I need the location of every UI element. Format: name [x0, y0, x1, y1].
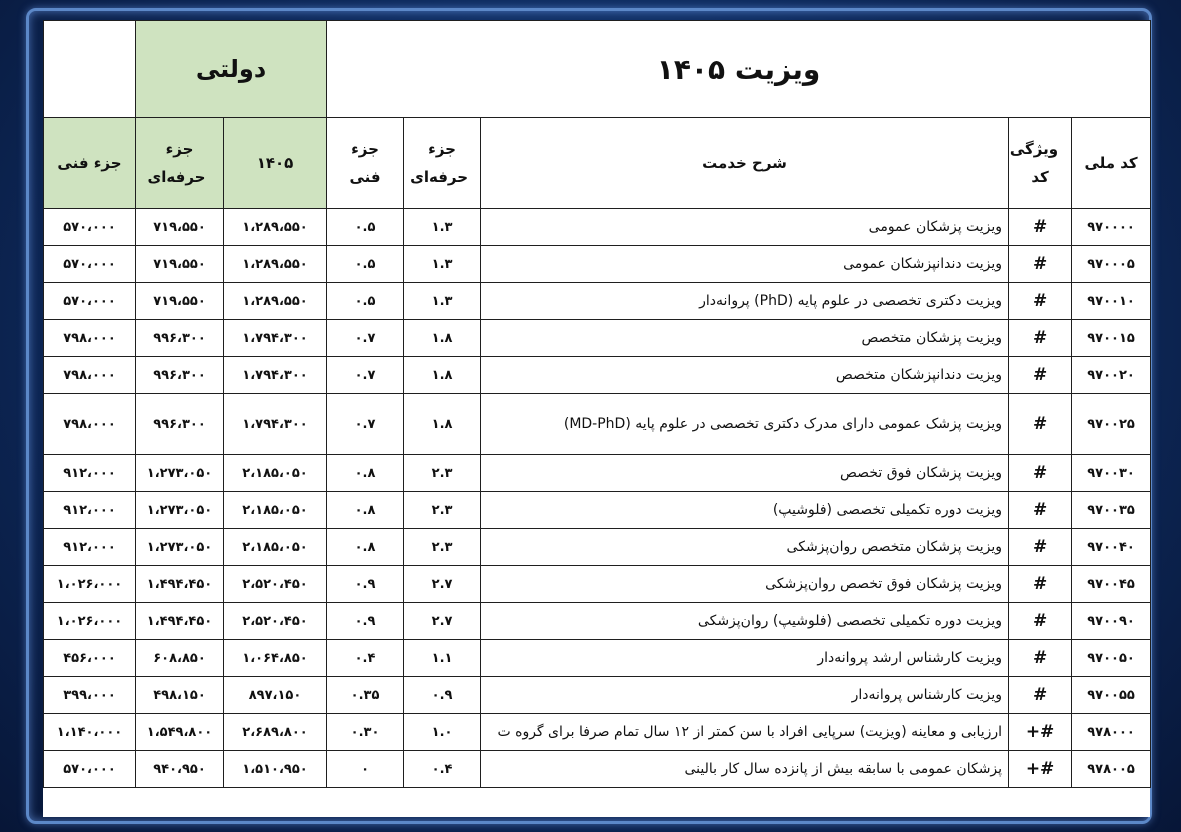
table-row [44, 529, 1151, 566]
description-cell: ویزیت پزشکان متخصص [481, 320, 1009, 357]
technical-cell: ۰.۷ [327, 357, 404, 394]
table-row [44, 394, 1151, 455]
technical-cell: ۰.۸ [327, 529, 404, 566]
header-professional [404, 118, 481, 209]
feature-code-cell: # [1009, 357, 1072, 394]
gov-technical-cell: ۷۹۸،۰۰۰ [44, 394, 136, 455]
description-cell: ویزیت دندانپزشکان متخصص [481, 357, 1009, 394]
professional-cell: ۰.۹ [404, 677, 481, 714]
national-code-cell: ۹۷۰۰۵۰ [1072, 640, 1151, 677]
gov-professional-cell: ۱،۴۹۴،۴۵۰ [136, 566, 224, 603]
description-cell: ویزیت کارشناس ارشد پروانه‌دار [481, 640, 1009, 677]
feature-code-cell: # [1009, 246, 1072, 283]
government-label: دولتی [136, 21, 327, 118]
header-row [44, 118, 1151, 209]
gov-technical-cell: ۹۱۲،۰۰۰ [44, 492, 136, 529]
feature-code-cell: # [1009, 492, 1072, 529]
feature-code-cell: # [1009, 529, 1072, 566]
gov-total-cell: ۱،۷۹۴،۳۰۰ [224, 394, 327, 455]
feature-code-cell: #+ [1009, 714, 1072, 751]
table-title: ویزیت ۱۴۰۵ [327, 21, 1151, 118]
gov-professional-cell: ۱،۲۷۳،۰۵۰ [136, 455, 224, 492]
gov-technical-cell: ۷۹۸،۰۰۰ [44, 357, 136, 394]
gov-total-cell: ۲،۶۸۹،۸۰۰ [224, 714, 327, 751]
header-technical: جزء فنی [327, 118, 404, 209]
technical-cell: ۰.۵ [327, 209, 404, 246]
empty-corner-cell [44, 21, 136, 118]
professional-cell: ۱.۸ [404, 357, 481, 394]
professional-cell: ۲.۳ [404, 492, 481, 529]
technical-cell: ۰.۸ [327, 455, 404, 492]
feature-code-cell: # [1009, 640, 1072, 677]
national-code-cell: ۹۷۰۰۰۵ [1072, 246, 1151, 283]
professional-cell: ۰.۴ [404, 751, 481, 788]
visit-tariff-table [43, 20, 1151, 788]
feature-code-cell: # [1009, 566, 1072, 603]
technical-cell: ۰.۹ [327, 566, 404, 603]
gov-total-cell: ۱،۷۹۴،۳۰۰ [224, 357, 327, 394]
gov-technical-cell: ۵۷۰،۰۰۰ [44, 209, 136, 246]
professional-cell: ۲.۳ [404, 455, 481, 492]
professional-cell: ۲.۷ [404, 566, 481, 603]
feature-code-cell: # [1009, 320, 1072, 357]
table-body [44, 209, 1151, 788]
feature-code-cell: # [1009, 394, 1072, 455]
feature-code-cell: # [1009, 209, 1072, 246]
gov-professional-cell: ۱،۲۷۳،۰۵۰ [136, 492, 224, 529]
header-feature-code [1009, 118, 1072, 209]
description-cell: ویزیت پزشکان فوق تخصص [481, 455, 1009, 492]
gov-total-cell: ۲،۵۲۰،۴۵۰ [224, 603, 327, 640]
professional-cell: ۱.۰ [404, 714, 481, 751]
table-row [44, 357, 1151, 394]
national-code-cell: ۹۷۰۰۹۰ [1072, 603, 1151, 640]
feature-code-cell: # [1009, 603, 1072, 640]
description-cell: ارزیابی و معاینه (ویزیت) سرپایی افراد با سن کمتر از ۱۲ سال تمام صرفا برای گروه ت [481, 714, 1009, 751]
tariff-sheet [43, 20, 1150, 817]
table-row [44, 566, 1151, 603]
gov-professional-cell: ۷۱۹،۵۵۰ [136, 246, 224, 283]
gov-professional-cell: ۷۱۹،۵۵۰ [136, 209, 224, 246]
gov-professional-cell: ۷۱۹،۵۵۰ [136, 283, 224, 320]
table-row [44, 751, 1151, 788]
gov-professional-cell: ۴۹۸،۱۵۰ [136, 677, 224, 714]
header-gov-professional-label: جزء حرفه‌ای [147, 139, 206, 186]
professional-cell: ۱.۳ [404, 283, 481, 320]
gov-technical-cell: ۱،۱۴۰،۰۰۰ [44, 714, 136, 751]
header-gov-total: ۱۴۰۵ [224, 118, 327, 209]
gov-total-cell: ۱،۵۱۰،۹۵۰ [224, 751, 327, 788]
national-code-cell: ۹۷۰۰۲۵ [1072, 394, 1151, 455]
professional-cell: ۱.۱ [404, 640, 481, 677]
gov-professional-cell: ۶۰۸،۸۵۰ [136, 640, 224, 677]
table-row [44, 677, 1151, 714]
gov-professional-cell: ۱،۲۷۳،۰۵۰ [136, 529, 224, 566]
description-cell: ویزیت دکتری تخصصی در علوم پایه (PhD) پروانه‌دار [481, 283, 1009, 320]
gov-technical-cell: ۱،۰۲۶،۰۰۰ [44, 566, 136, 603]
gov-technical-cell: ۹۱۲،۰۰۰ [44, 455, 136, 492]
professional-cell: ۱.۳ [404, 209, 481, 246]
table-row [44, 320, 1151, 357]
gov-professional-cell: ۹۹۶،۳۰۰ [136, 357, 224, 394]
gov-professional-cell: ۱،۵۴۹،۸۰۰ [136, 714, 224, 751]
description-cell: ویزیت پزشک عمومی دارای مدرک دکتری تخصصی در علوم پایه (MD-PhD) [481, 394, 1009, 455]
technical-cell: ۰.۴ [327, 640, 404, 677]
national-code-cell: ۹۷۰۰۴۵ [1072, 566, 1151, 603]
gov-total-cell: ۲،۱۸۵،۰۵۰ [224, 455, 327, 492]
national-code-cell: ۹۷۰۰۲۰ [1072, 357, 1151, 394]
header-feature-code-label: ویژگی کد [1009, 139, 1059, 186]
table-row [44, 283, 1151, 320]
gov-total-cell: ۲،۱۸۵،۰۵۰ [224, 529, 327, 566]
professional-cell: ۲.۳ [404, 529, 481, 566]
national-code-cell: ۹۷۸۰۰۰ [1072, 714, 1151, 751]
description-cell: ویزیت پزشکان متخصص روان‌پزشکی [481, 529, 1009, 566]
header-professional-label: جزء حرفه‌ای [410, 139, 469, 186]
header-description: شرح خدمت [481, 118, 1009, 209]
description-cell: ویزیت پزشکان عمومی [481, 209, 1009, 246]
description-cell: ویزیت دوره تکمیلی تخصصی (فلوشیپ) روان‌پزشکی [481, 603, 1009, 640]
national-code-cell: ۹۷۰۰۱۰ [1072, 283, 1151, 320]
table-row [44, 640, 1151, 677]
technical-cell: ۰.۳۰ [327, 714, 404, 751]
national-code-cell: ۹۷۰۰۳۵ [1072, 492, 1151, 529]
header-gov-technical: جزء فنی [44, 118, 136, 209]
national-code-cell: ۹۷۰۰۱۵ [1072, 320, 1151, 357]
gov-technical-cell: ۷۹۸،۰۰۰ [44, 320, 136, 357]
gov-total-cell: ۲،۱۸۵،۰۵۰ [224, 492, 327, 529]
feature-code-cell: # [1009, 283, 1072, 320]
gov-technical-cell: ۵۷۰،۰۰۰ [44, 246, 136, 283]
header-national-code: کد ملی [1072, 118, 1151, 209]
technical-cell: ۰.۵ [327, 246, 404, 283]
description-cell: ویزیت پزشکان فوق تخصص روان‌پزشکی [481, 566, 1009, 603]
professional-cell: ۱.۳ [404, 246, 481, 283]
gov-professional-cell: ۹۹۶،۳۰۰ [136, 394, 224, 455]
gov-professional-cell: ۹۴۰،۹۵۰ [136, 751, 224, 788]
table-row [44, 492, 1151, 529]
national-code-cell: ۹۷۸۰۰۵ [1072, 751, 1151, 788]
gov-technical-cell: ۳۹۹،۰۰۰ [44, 677, 136, 714]
professional-cell: ۱.۸ [404, 394, 481, 455]
technical-cell: ۰.۳۵ [327, 677, 404, 714]
gov-technical-cell: ۱،۰۲۶،۰۰۰ [44, 603, 136, 640]
gov-technical-cell: ۵۷۰،۰۰۰ [44, 751, 136, 788]
description-cell: ویزیت دوره تکمیلی تخصصی (فلوشیپ) [481, 492, 1009, 529]
professional-cell: ۱.۸ [404, 320, 481, 357]
gov-technical-cell: ۹۱۲،۰۰۰ [44, 529, 136, 566]
gov-professional-cell: ۹۹۶،۳۰۰ [136, 320, 224, 357]
technical-cell: ۰.۵ [327, 283, 404, 320]
gov-total-cell: ۱،۷۹۴،۳۰۰ [224, 320, 327, 357]
technical-cell: ۰.۹ [327, 603, 404, 640]
national-code-cell: ۹۷۰۰۳۰ [1072, 455, 1151, 492]
gov-total-cell: ۱،۲۸۹،۵۵۰ [224, 283, 327, 320]
header-gov-professional [136, 118, 224, 209]
description-cell: پزشکان عمومی با سابقه بیش از پانزده سال کار بالینی [481, 751, 1009, 788]
feature-code-cell: #+ [1009, 751, 1072, 788]
gov-total-cell: ۱،۲۸۹،۵۵۰ [224, 246, 327, 283]
gov-total-cell: ۱،۰۶۴،۸۵۰ [224, 640, 327, 677]
table-row [44, 246, 1151, 283]
description-cell: ویزیت دندانپزشکان عمومی [481, 246, 1009, 283]
national-code-cell: ۹۷۰۰۴۰ [1072, 529, 1151, 566]
gov-total-cell: ۱،۲۸۹،۵۵۰ [224, 209, 327, 246]
title-row [44, 21, 1151, 118]
national-code-cell: ۹۷۰۰۵۵ [1072, 677, 1151, 714]
table-row [44, 209, 1151, 246]
gov-total-cell: ۲،۵۲۰،۴۵۰ [224, 566, 327, 603]
technical-cell: ۰.۷ [327, 320, 404, 357]
gov-technical-cell: ۵۷۰،۰۰۰ [44, 283, 136, 320]
technical-cell: ۰.۸ [327, 492, 404, 529]
gov-professional-cell: ۱،۴۹۴،۴۵۰ [136, 603, 224, 640]
table-row [44, 714, 1151, 751]
feature-code-cell: # [1009, 677, 1072, 714]
description-cell: ویزیت کارشناس پروانه‌دار [481, 677, 1009, 714]
technical-cell: ۰ [327, 751, 404, 788]
gov-total-cell: ۸۹۷،۱۵۰ [224, 677, 327, 714]
feature-code-cell: # [1009, 455, 1072, 492]
national-code-cell: ۹۷۰۰۰۰ [1072, 209, 1151, 246]
gov-technical-cell: ۴۵۶،۰۰۰ [44, 640, 136, 677]
professional-cell: ۲.۷ [404, 603, 481, 640]
table-row [44, 455, 1151, 492]
table-row [44, 603, 1151, 640]
technical-cell: ۰.۷ [327, 394, 404, 455]
